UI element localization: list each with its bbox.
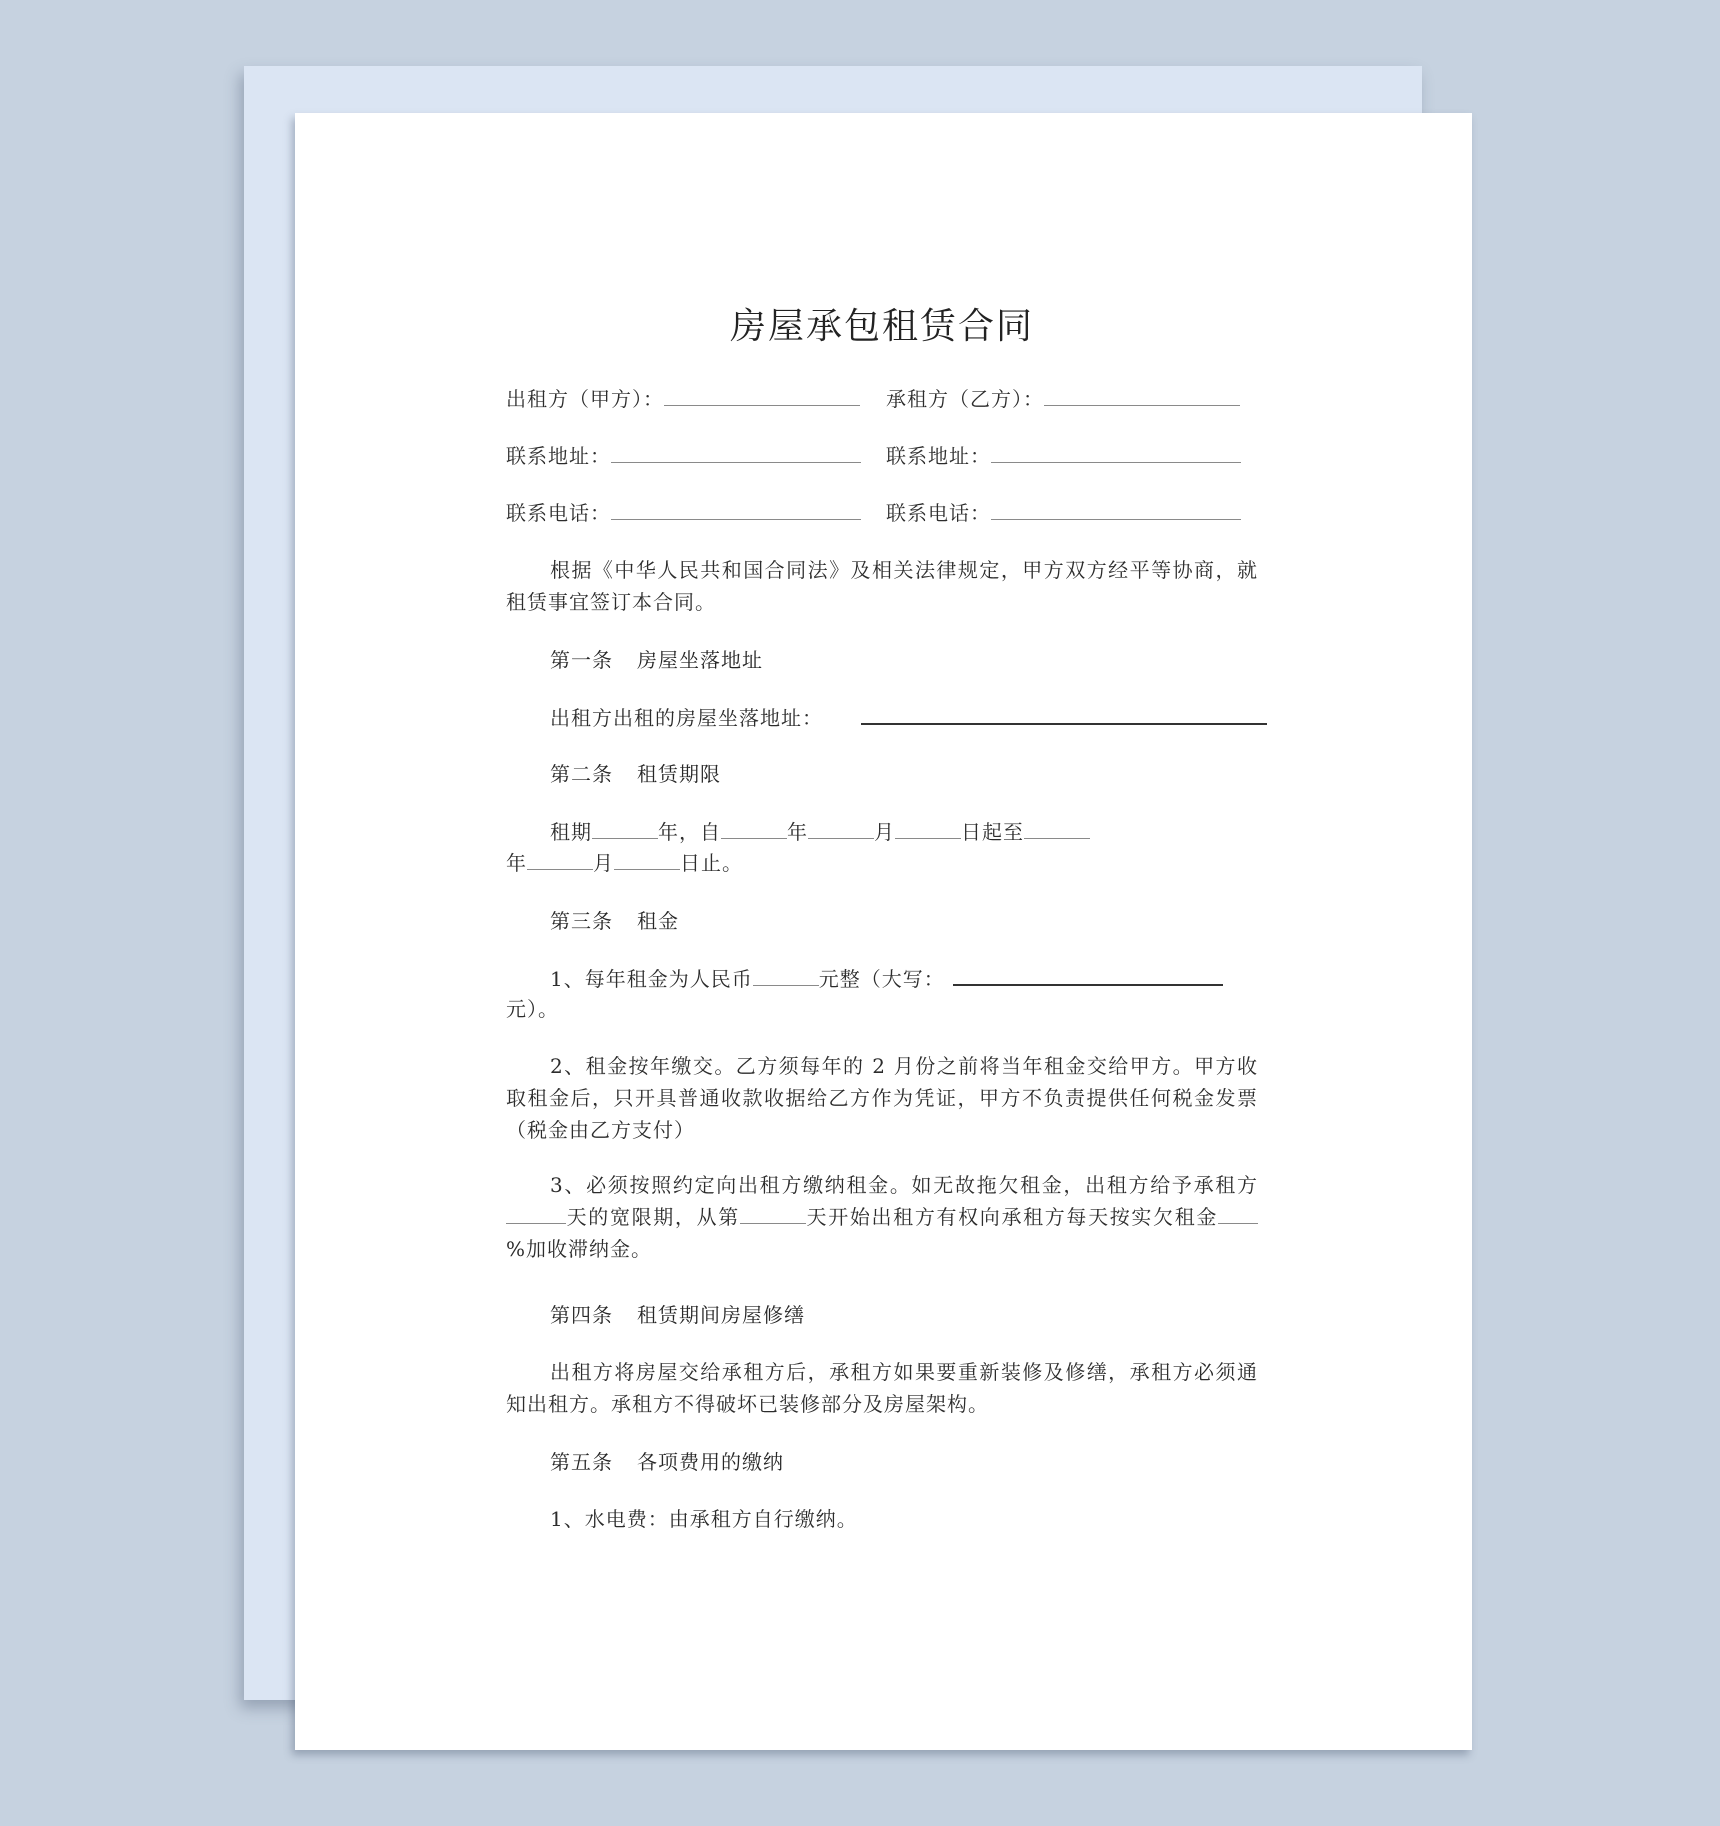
property-address-blank[interactable]: [861, 701, 1267, 725]
article-3-title: 租金: [637, 909, 679, 933]
property-address-label: 出租方出租的房屋坐落地址：: [550, 706, 823, 730]
lessee-address-label: 联系地址：: [886, 444, 991, 468]
article-2-heading: [550, 758, 721, 790]
lessor-address-blank[interactable]: [611, 440, 861, 463]
rent-amount-words-blank[interactable]: [953, 962, 1223, 986]
article-4-title: 租赁期间房屋修缮: [637, 1303, 805, 1327]
lessee-field: [886, 383, 1240, 415]
article-5-title: 各项费用的缴纳: [637, 1450, 784, 1474]
article-3-number: 第三条: [550, 909, 613, 933]
rent-payment-paragraph: 2、租金按年缴交。乙方须每年的 2 月份之前将当年租金交给甲方。甲方收取租金后，只开具普通收款收据给乙方作为凭证，甲方不负责提供任何税金发票（税金由乙方支付）: [506, 1054, 1258, 1142]
end-year-blank[interactable]: [1024, 816, 1090, 839]
lessor-field: [506, 383, 860, 415]
utilities-line: 1、水电费：由承租方自行缴纳。: [550, 1507, 858, 1531]
lessee-address-blank[interactable]: [991, 440, 1241, 463]
late-fee-percent-blank[interactable]: [1218, 1201, 1258, 1224]
lessee-blank[interactable]: [1044, 383, 1240, 406]
lease-term-text: 日止。: [680, 851, 743, 875]
lease-term-text: 月: [874, 820, 895, 844]
rent-amount-text: 元整（大写：: [818, 967, 945, 991]
rent-amount-blank[interactable]: [753, 963, 819, 986]
repair-paragraph: 出租方将房屋交给承租方后，承租方如果要重新装修及修缮，承租方必须通知出租方。承租方不得破坏已装修部分及房屋架构。: [506, 1360, 1258, 1416]
lease-term-text: 年: [506, 851, 527, 875]
late-fee-text: 天的宽限期，从第: [566, 1205, 740, 1229]
lessor-address-label: 联系地址：: [506, 444, 611, 468]
lessee-phone-field: [886, 497, 1241, 529]
lease-term-line-2: [506, 847, 1258, 879]
lease-term-text: 日起至: [961, 820, 1024, 844]
late-fee-text: %加收滞纳金。: [506, 1237, 653, 1261]
lease-years-blank[interactable]: [592, 816, 658, 839]
article-2-title: 租赁期限: [637, 762, 721, 786]
article-3-heading: [550, 905, 679, 937]
late-fee-paragraph: [506, 1169, 1258, 1265]
lease-term-text: 年: [787, 820, 808, 844]
start-month-blank[interactable]: [808, 816, 874, 839]
article-1-number: 第一条: [550, 648, 613, 672]
contract-page: [295, 113, 1472, 1750]
lessee-phone-label: 联系电话：: [886, 501, 991, 525]
lessor-phone-field: [506, 497, 861, 529]
article-2-number: 第二条: [550, 762, 613, 786]
start-day-blank[interactable]: [895, 816, 961, 839]
rent-amount-text: 1、每年租金为人民币: [550, 967, 753, 991]
article-1-heading: [550, 644, 763, 676]
lessor-phone-label: 联系电话：: [506, 501, 611, 525]
article-1-title: 房屋坐落地址: [637, 648, 763, 672]
lessee-phone-blank[interactable]: [991, 497, 1241, 520]
lessor-phone-blank[interactable]: [611, 497, 861, 520]
lessee-label: 承租方（乙方）：: [886, 387, 1044, 411]
start-year-blank[interactable]: [721, 816, 787, 839]
start-day-number-blank[interactable]: [740, 1201, 806, 1224]
late-fee-text: 3、必须按照约定向出租方缴纳租金。如无故拖欠租金，出租方给予承租方: [550, 1173, 1258, 1197]
lessor-address-field: [506, 440, 861, 472]
lease-term-line-1: [550, 816, 1302, 848]
document-title: 房屋承包租赁合同: [729, 306, 1034, 347]
end-day-blank[interactable]: [614, 847, 680, 870]
article-4-number: 第四条: [550, 1303, 613, 1327]
grace-days-blank[interactable]: [506, 1201, 566, 1224]
late-fee-text: 天开始出租方有权向承租方每天按实欠租金: [805, 1205, 1219, 1229]
lease-term-text: 年，自: [658, 820, 721, 844]
preamble-paragraph: 根据《中华人民共和国合同法》及相关法律规定，甲方双方经平等协商，就租赁事宜签订本合同。: [506, 558, 1258, 614]
article-5-heading: [550, 1446, 784, 1478]
lessee-address-field: [886, 440, 1241, 472]
lease-term-text: 租期: [550, 820, 592, 844]
rent-amount-line-2: 元）。: [506, 997, 559, 1021]
article-4-heading: [550, 1299, 805, 1331]
end-month-blank[interactable]: [527, 847, 593, 870]
lease-term-text: 月: [593, 851, 614, 875]
property-address-line: [550, 701, 1302, 734]
rent-amount-line-1: [550, 962, 1302, 995]
article-5-number: 第五条: [550, 1450, 613, 1474]
lessor-blank[interactable]: [664, 383, 860, 406]
lessor-label: 出租方（甲方）：: [506, 387, 664, 411]
